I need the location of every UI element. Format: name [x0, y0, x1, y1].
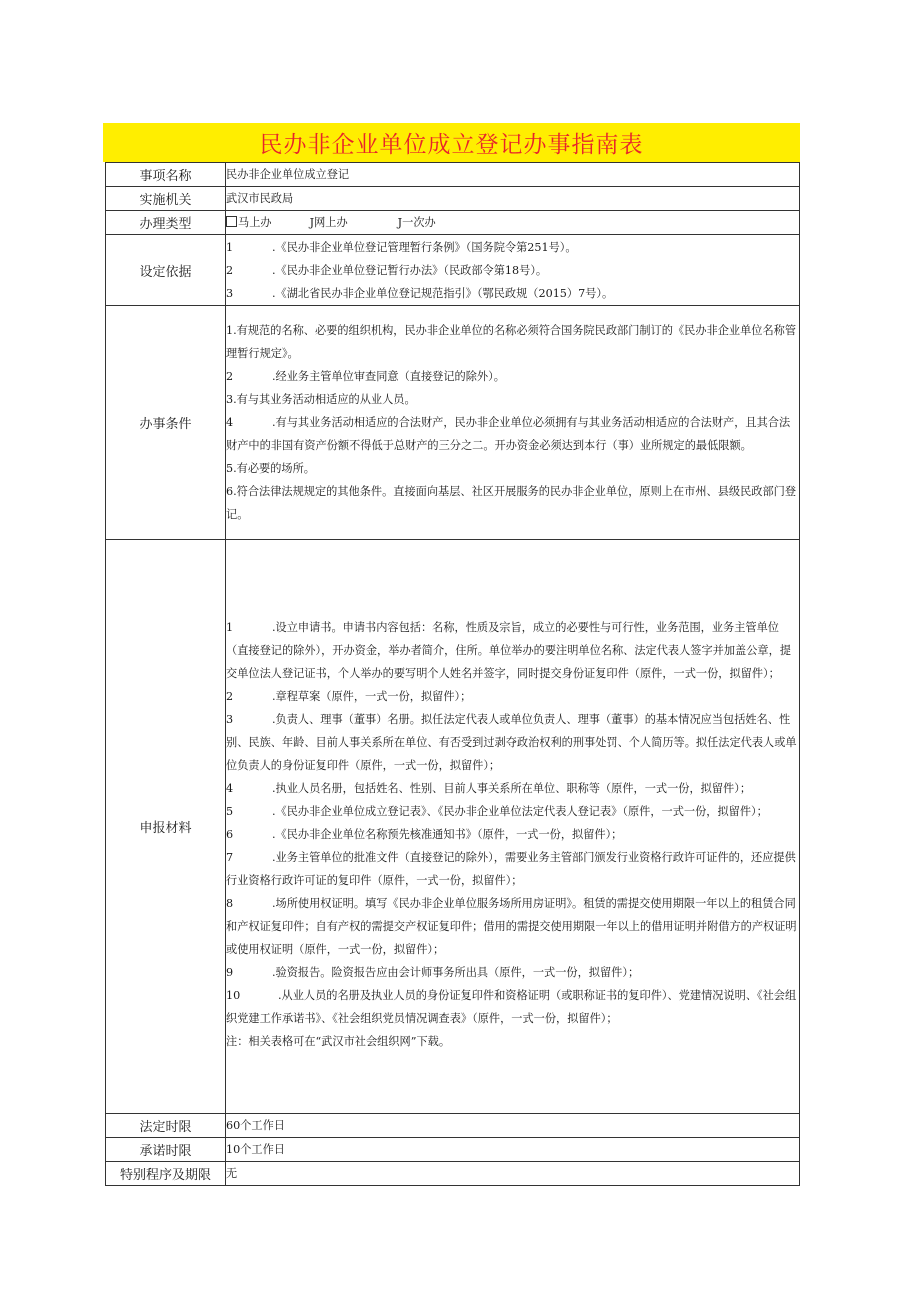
row-item-name — [106, 163, 800, 187]
label-special: 特别程序及期限 — [106, 1162, 226, 1186]
value-materials — [226, 540, 800, 1114]
type-option-online: J网上办 — [309, 216, 348, 229]
value-basis — [226, 235, 800, 306]
label-conditions: 办事条件 — [106, 306, 226, 540]
value-promised-limit: 10个工作日 — [226, 1138, 800, 1162]
row-basis — [106, 235, 800, 306]
row-special — [106, 1162, 800, 1186]
basis-item: 3 .《湖北省民办非企业单位登记规范指引》（鄂民政规（2015）7号）。 — [226, 286, 614, 300]
condition-item: 1.有规范的名称、必要的组织机构，民办非企业单位的名称必须符合国务院民政部门制订的《民办非企业单位名称管理暂行规定》。 — [226, 324, 797, 360]
label-materials: 申报材料 — [106, 540, 226, 1114]
label-basis: 设定依据 — [106, 235, 226, 306]
title-banner — [103, 123, 800, 162]
condition-item: 4 .有与其业务活动相适应的合法财产，民办非企业单位必须拥有与其业务活动相适应的合法财产，且其合法财产中的非国有资产份额不得低于总财产的三分之二。开办资金必须达到本行（事）业所规定的最低限额。 — [226, 416, 791, 452]
row-agency — [106, 187, 800, 211]
material-item: 3 .负责人、理事（董事）名册。拟任法定代表人或单位负责人、理事（董事）的基本情况应当包括姓名、性别、民族、年龄、目前人事关系所在单位、有否受到过剥夺政治权利的刑事处罚、个人简历等。拟任法定代表人或单位负责人的身份证复印件（原件，一式一份，拟留件）； — [226, 712, 797, 772]
value-type — [226, 211, 800, 235]
label-type: 办理类型 — [106, 211, 226, 235]
condition-item: 2 .经业务主管单位审查同意（直接登记的除外）。 — [226, 370, 505, 383]
label-agency: 实施机关 — [106, 187, 226, 211]
value-agency: 武汉市民政局 — [226, 187, 800, 211]
guide-table — [105, 162, 800, 1186]
checkbox-icon — [226, 216, 237, 227]
material-item: 6 .《民办非企业单位名称预先核准通知书》（原件，一式一份，拟留件）； — [226, 827, 623, 841]
label-item-name: 事项名称 — [106, 163, 226, 187]
material-item: 10 .从业人员的名册及执业人员的身份证复印件和资格证明（或职称证书的复印件）、党建情况说明、《社会组织党建工作承诺书》、《社会组织党员情况调查表》（原件，一式一份，拟留件）； — [226, 988, 797, 1025]
row-conditions — [106, 306, 800, 540]
condition-item: 3.有与其业务活动相适应的从业人员。 — [226, 393, 416, 406]
row-type — [106, 211, 800, 235]
page-title: 民办非企业单位成立登记办事指南表 — [259, 132, 644, 158]
material-item: 7 .业务主管单位的批准文件（直接登记的除外），需要业务主管部门颁发行业资格行政许可证件的，还应提供行业资格行政许可证的复印件（原件，一式一份，拟留件）； — [226, 850, 796, 887]
value-special: 无 — [226, 1162, 800, 1186]
value-conditions — [226, 306, 800, 540]
basis-item: 2 .《民办非企业单位登记暂行办法》（民政部令第18号）。 — [226, 263, 548, 277]
label-promised-limit: 承诺时限 — [106, 1138, 226, 1162]
type-option-onsite: 马上办 — [238, 216, 272, 229]
row-promised-limit — [106, 1138, 800, 1162]
material-item: 4 .执业人员名册，包括姓名、性别、目前人事关系所在单位、职称等（原件，一式一份，拟留件）； — [226, 781, 752, 795]
condition-item: 6.符合法律法规规定的其他条件。直接面向基层、社区开展服务的民办非企业单位，原则上在市州、县级民政部门登记。 — [226, 485, 797, 521]
type-option-once: J一次办 — [397, 216, 436, 229]
material-item: 9 .验资报告。险资报告应由会计师事务所出具（原件，一式一份，拟留件）； — [226, 965, 640, 979]
material-item: 5 .《民办非企业单位成立登记表》、《民办非企业单位法定代表人登记表》（原件，一式一份，拟留件）； — [226, 804, 768, 818]
basis-item: 1 .《民办非企业单位登记管理暂行条例》（国务院令第251号）。 — [226, 240, 577, 254]
label-legal-limit: 法定时限 — [106, 1114, 226, 1138]
row-legal-limit — [106, 1114, 800, 1138]
material-item: 2 .章程草案（原件，一式一份，拟留件）； — [226, 689, 472, 703]
value-legal-limit: 60个工作日 — [226, 1114, 800, 1138]
row-materials — [106, 540, 800, 1114]
materials-note: 注：相关表格可在“武汉市社会组织网”下载。 — [226, 1034, 451, 1048]
material-item: 1 .设立申请书。申请书内容包括：名称，性质及宗旨，成立的必要性与可行性，业务范围，业务主管单位（直接登记的除外），开办资金，举办者简介，住所。单位举办的要注明单位名称、法定代表人签字并加盖公章，提交单位法人登记证书，个人举办的要写明个人姓名并签字，同时提交身份证复印件（原件，一式一份，拟留件）； — [226, 620, 791, 680]
value-item-name: 民办非企业单位成立登记 — [226, 163, 800, 187]
condition-item: 5.有必要的场所。 — [226, 462, 315, 475]
material-item: 8 .场所使用权证明。填写《民办非企业单位服务场所用房证明》。租赁的需提交使用期限一年以上的租赁合同和产权证复印件；自有产权的需提交产权证复印件；借用的需提交使用期限一年以上的借用证明并附借方的产权证明或使用权证明（原件，一式一份，拟留件）； — [226, 896, 797, 956]
